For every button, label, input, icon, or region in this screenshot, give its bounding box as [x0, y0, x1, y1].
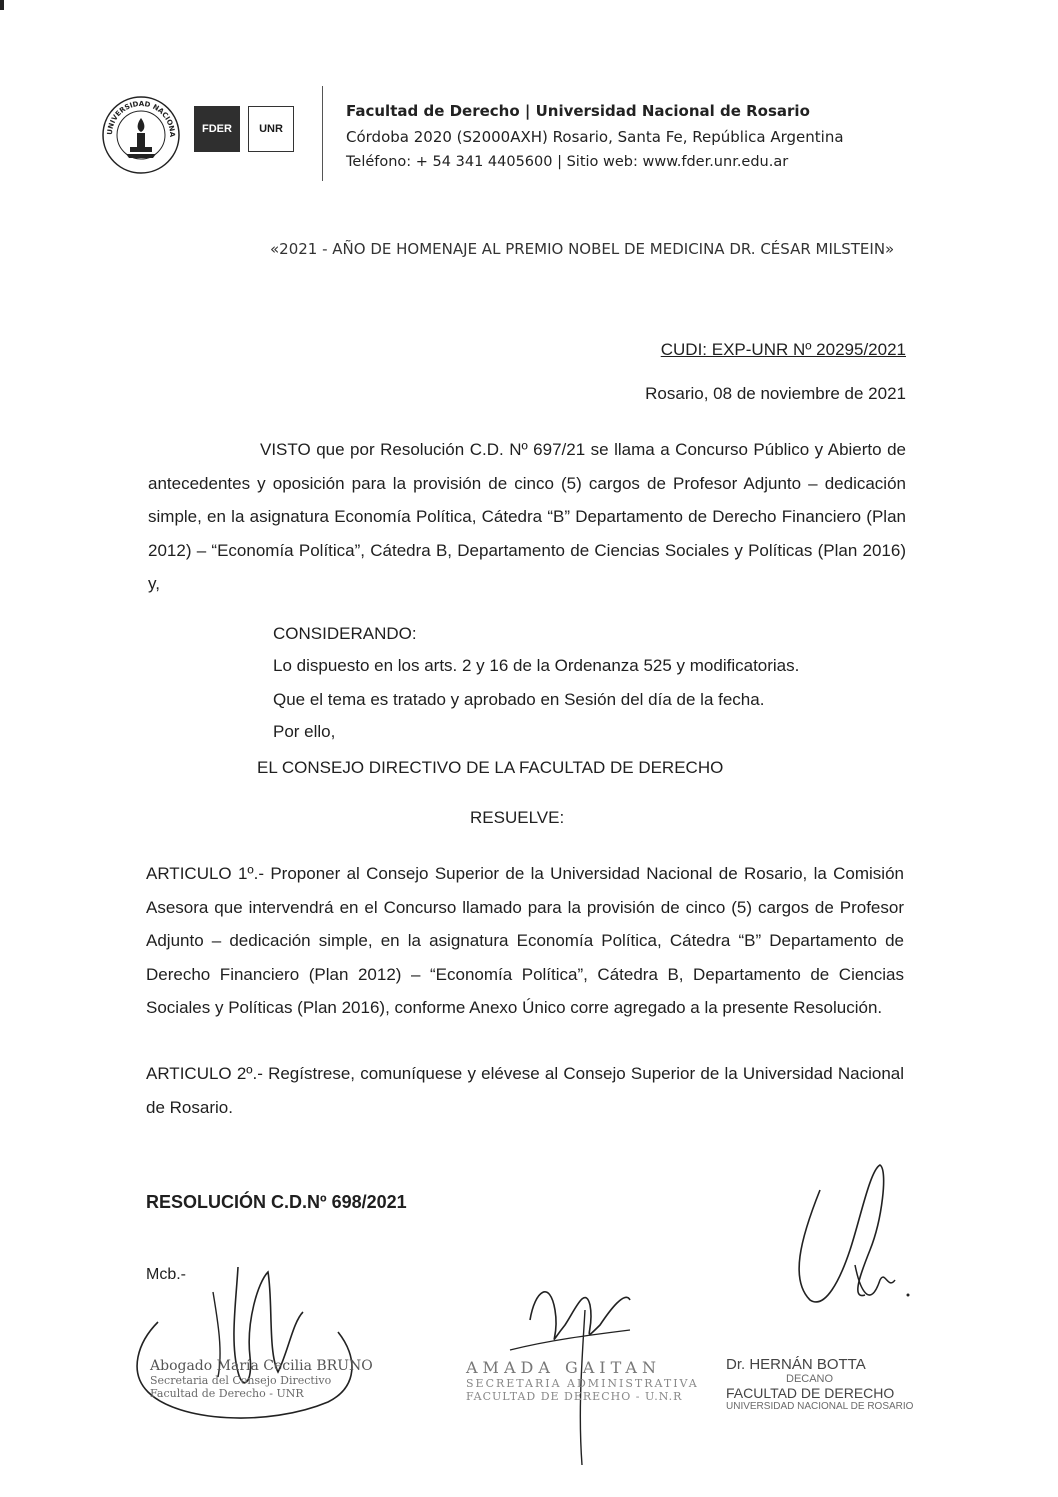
visto-paragraph [148, 433, 906, 601]
document-date: Rosario, 08 de noviembre de 2021 [645, 384, 906, 403]
signer-right-university: UNIVERSIDAD NACIONAL DE ROSARIO [726, 1401, 914, 1412]
signer-left-name: Abogado María Cecilia BRUNO [150, 1358, 373, 1374]
articulo-2: ARTICULO 2º.- Regístrese, comuníquese y elévese al Consejo Superior de la Universidad Nacional de Rosario. [146, 1064, 904, 1117]
header-divider [322, 86, 323, 181]
institution-contact: Teléfono: + 54 341 4405600 | Sitio web: www.fder.unr.edu.ar [346, 154, 789, 170]
resuelve-heading: RESUELVE: [470, 808, 565, 827]
visto-text: VISTO que por Resolución C.D. Nº 697/21 se llama a Concurso Público y Abierto de antecedentes y oposición para la provisión de cinco (5) cargos de Profesor Adjunto – dedicación simple, en la asignatura Economía Política, Cátedra “B” Departamento de Derecho Financiero (Plan 2012) – “Economía Política”, Cátedra B, Departamento de Ciencias Sociales y Políticas (Plan 2016) y, [148, 440, 906, 594]
signer-center-name: AMADA GAITAN [466, 1358, 661, 1377]
signer-left-institution: Facultad de Derecho - UNR [150, 1387, 304, 1400]
initials-mcb: Mcb.- [146, 1266, 186, 1283]
signature-right-stamp [726, 1356, 913, 1412]
signer-right-role: DECANO [786, 1373, 834, 1385]
university-seal-logo [100, 94, 182, 176]
signature-right-handwriting [770, 1160, 930, 1360]
unr-logo: UNR [248, 106, 294, 152]
articulo-1: ARTICULO 1º.- Proponer al Consejo Superior de la Universidad Nacional de Rosario, la Comisión Asesora que intervendrá en el Concurso llamado para la provisión de cinco (5) cargos de Profesor Adjunto – dedicación simple, en la asignatura Economía Política, Cátedra “B” Departamento de Derecho Financiero (Plan 2012) – “Economía Política”, Cátedra B, Departamento de Ciencias Sociales y Políticas (Plan 2016), conforme Anexo Único corre agregado a la presente Resolución. [146, 864, 904, 1018]
fder-logo: FDER [194, 106, 240, 152]
considerando-title: CONSIDERANDO: [273, 624, 417, 643]
considerando-line-2: Que el tema es tratado y aprobado en Sesión del día de la fecha. [273, 690, 765, 709]
scan-edge-mark [0, 0, 4, 10]
signer-right-name: Dr. HERNÁN BOTTA [726, 1356, 866, 1373]
signer-center-role: SECRETARIA ADMINISTRATIVA [466, 1377, 699, 1390]
cudi-reference: CUDI: EXP-UNR Nº 20295/2021 [660, 340, 906, 359]
institution-address: Córdoba 2020 (S2000AXH) Rosario, Santa Fe, República Argentina [346, 128, 844, 146]
resolution-number: RESOLUCIÓN C.D.Nº 698/2021 [146, 1192, 407, 1212]
signer-right-faculty: FACULTAD DE DERECHO [726, 1385, 895, 1401]
signature-left-handwriting [118, 1262, 368, 1432]
year-motto: «2021 - AÑO DE HOMENAJE AL PREMIO NOBEL DE MEDICINA DR. CÉSAR MILSTEIN» [270, 240, 895, 258]
seal-text: UNIVERSIDAD NACIONA [105, 99, 177, 138]
considerando-line-3: Por ello, [273, 722, 336, 741]
signer-center-institution: FACULTAD DE DERECHO - U.N.R [466, 1390, 683, 1403]
signer-left-role: Secretaria del Consejo Directivo [150, 1374, 332, 1387]
signature-left-stamp [150, 1358, 373, 1400]
considerando-line-1: Lo dispuesto en los arts. 2 y 16 de la Ordenanza 525 y modificatorias. [273, 656, 800, 675]
consejo-heading: EL CONSEJO DIRECTIVO DE LA FACULTAD DE DERECHO [257, 758, 724, 777]
institution-name: Facultad de Derecho | Universidad Nacional de Rosario [346, 102, 810, 120]
signature-center-stamp [466, 1358, 699, 1403]
